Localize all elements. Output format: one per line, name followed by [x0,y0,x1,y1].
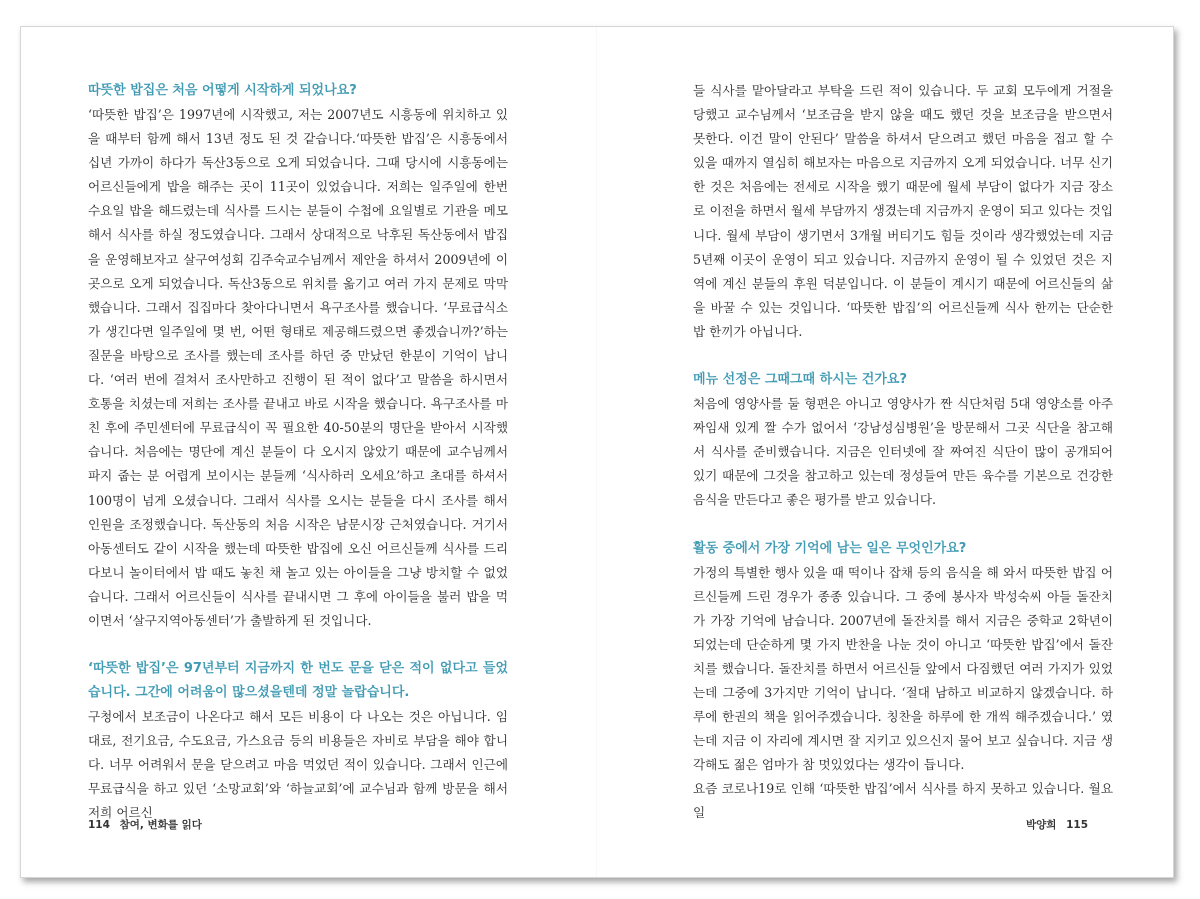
section-gap [693,513,1113,537]
question-heading: 메뉴 선정은 그때그때 하시는 건가요? [693,372,908,388]
book-title: 참여, 변화를 읽다 [119,819,202,831]
book-gutter [596,27,597,877]
question-heading: 활동 중에서 가장 기억에 남는 일은 무엇인가요? [693,540,967,556]
book-spread [20,26,1174,878]
left-page [88,79,508,826]
answer-paragraph: 요즘 코로나19로 인해 ‘따뜻한 밥집’에서 식사를 하지 못하고 있습니다. 월요일 [693,781,1113,821]
question-heading: ‘따뜻한 밥집’은 97년부터 지금까지 한 번도 문을 닫은 적이 없다고 들었습니다. 그간에 어려움이 많으셨을텐데 정말 놀랍습니다. [88,661,508,701]
right-page-footer [1020,817,1088,832]
section-gap [693,344,1113,368]
section-gap [88,633,508,657]
right-page [693,79,1113,826]
answer-paragraph: 구청에서 보조금이 나온다고 해서 모든 비용이 다 나오는 것은 아닙니다. 임대료, 전기요금, 수도요금, 가스요금 등의 비용들은 자비로 부담을 해야 합니다. 너무 어려워서 문을 닫으려고 마음 먹었던 적이 있습니다. 그래서 인근에 무료급식을 하고 있던 ‘소망교회’와 ‘하늘교회’에 교수님과 함께 방문을 해서 저희 어르신 [88,709,508,821]
question-heading: 따뜻한 밥집은 처음 어떻게 시작하게 되었나요? [88,83,357,98]
answer-paragraph: ‘따뜻한 밥집’은 1997년에 시작했고, 저는 2007년도 시흥동에 위치하고 있을 때부터 함께 해서 13년 정도 된 것 같습니다.‘따뜻한 밥집’은 시흥동에서 십년 가까이 하다가 독산3동으로 오게 되었습니다. 그때 당시에 시흥동에는 어르신들에게 밥을 해주는 곳이 11곳이 있었습니다. 저희는 일주일에 한번 수요일 밥을 해드렸는데 식사를 드시는 분들이 수첩에 요일별로 기관을 메모해서 식사를 하실 정도였습니다. 그래서 상대적으로 낙후된 독산동에서 밥집을 운영해보자고 살구여성회 김주숙교수님께서 제안을 하셔서 2009년에 이곳으로 오게 되었습니다. 독산3동으로 위치를 옮기고 여러 가지 문제로 막막했습니다. 그래서 집집마다 찾아다니면서 욕구조사를 했습니다. ‘무료급식소가 생긴다면 일주일에 몇 번, 어떤 형태로 제공해드렸으면 좋겠습니까?’하는 질문을 바탕으로 조사를 했는데 조사를 하던 중 만났던 한분이 기억이 납니다. ‘여러 번에 걸쳐서 조사만하고 진행이 된 적이 없다’고 말씀을 하시면서 호통을 치셨는데 저희는 조사를 끝내고 바로 시작을 했습니다. 욕구조사를 마친 후에 주민센터에 무료급식이 꼭 필요한 40-50분의 명단을 받아서 시작했습니다. 처음에는 명단에 계신 분들이 다 오시지 않았기 때문에 교수님께서 파지 줍는 분 어렵게 보이시는 분들께 ‘식사하러 오세요’하고 초대를 하셔서 100명이 넘게 오셨습니다. 그래서 식사를 오시는 분들을 다시 조사를 해서 인원을 조정했습니다. 독산동의 처음 시작은 남문시장 근처였습니다. 거기서 아동센터도 같이 시작을 했는데 따뜻한 밥집에 오신 어르신들께 식사를 드리다보니 놀이터에서 밥 때도 놓친 채 놀고 있는 아이들을 그냥 방치할 수 없었습니다. 그래서 어르신들이 식사를 끝내시면 그 후에 아이들을 불러 밥을 먹이면서 ‘살구지역아동센터’가 출발하게 된 것입니다. [88,107,508,628]
author-name: 박양희 [1025,819,1057,831]
answer-paragraph: 가정의 특별한 행사 있을 때 떡이나 잡채 등의 음식을 해 와서 따뜻한 밥집 어르신들께 드린 경우가 종종 있습니다. 그 중에 봉사자 박성숙씨 아들 돌잔치가 가장 기억에 남습니다. 2007년에 돌잔치를 해서 지금은 중학교 2학년이 되었는데 단순하게 몇 가지 반찬을 나눈 것이 아니고 ‘따뜻한 밥집’에서 돌잔치를 했습니다. 돌잔치를 하면서 어르신들 앞에서 다짐했던 여러 가지가 있었는데 그중에 3가지만 기억이 납니다. ‘절대 남하고 비교하지 않겠습니다. 하루에 한권의 책을 읽어주겠습니다. 칭찬을 하루에 한 개씩 해주겠습니다.’ 였는데 지금 이 자리에 계시면 잘 지키고 있으신지 물어 보고 싶습니다. 지금 생각해도 젊은 엄마가 참 멋있었다는 생각이 듭니다. [693,564,1113,773]
answer-paragraph: 처음에 영양사를 둘 형편은 아니고 영양사가 짠 식단처럼 5대 영양소를 아주 짜임새 있게 짤 수가 없어서 ‘강남성심병원’을 방문해서 그곳 식단을 참고해서 식사를 준비했습니다. 지금은 인터넷에 잘 짜여진 식단이 많이 공개되어 있기 때문에 그것을 참고하고 있는데 정성들여 만든 육수를 기본으로 건강한 음식을 만든다고 좋은 평가를 받고 있습니다. [693,396,1113,508]
left-page-footer [88,817,208,832]
page-number: 115 [1066,819,1088,831]
page-number: 114 [88,819,110,831]
answer-paragraph: 들 식사를 맡아달라고 부탁을 드린 적이 있습니다. 두 교회 모두에게 거절을 당했고 교수님께서 ‘보조금을 받지 않을 때도 했던 것을 보조금을 받으면서 못한다. 이건 말이 안된다’ 말씀을 하셔서 닫으려고 했던 마음을 접고 할 수 있을 때까지 열심히 해보자는 마음으로 지금까지 오게 되었습니다. 너무 신기한 것은 처음에는 전세로 시작을 했기 때문에 월세 부담이 없다가 지금 장소로 이전을 하면서 월세 부담까지 생겼는데 지금까지 운영이 되고 있다는 것입니다. 월세 부담이 생기면서 3개월 버티기도 힘들 것이라 생각했었는데 지금 5년째 이곳이 운영이 되고 있습니다. 지금까지 운영이 될 수 있었던 것은 지역에 계신 분들의 후원 덕분입니다. 이 분들이 계시기 때문에 어르신들의 삶을 바꿀 수 있는 것입니다. ‘따뜻한 밥집’의 어르신들께 식사 한끼는 단순한 밥 한끼가 아닙니다. [693,83,1113,339]
